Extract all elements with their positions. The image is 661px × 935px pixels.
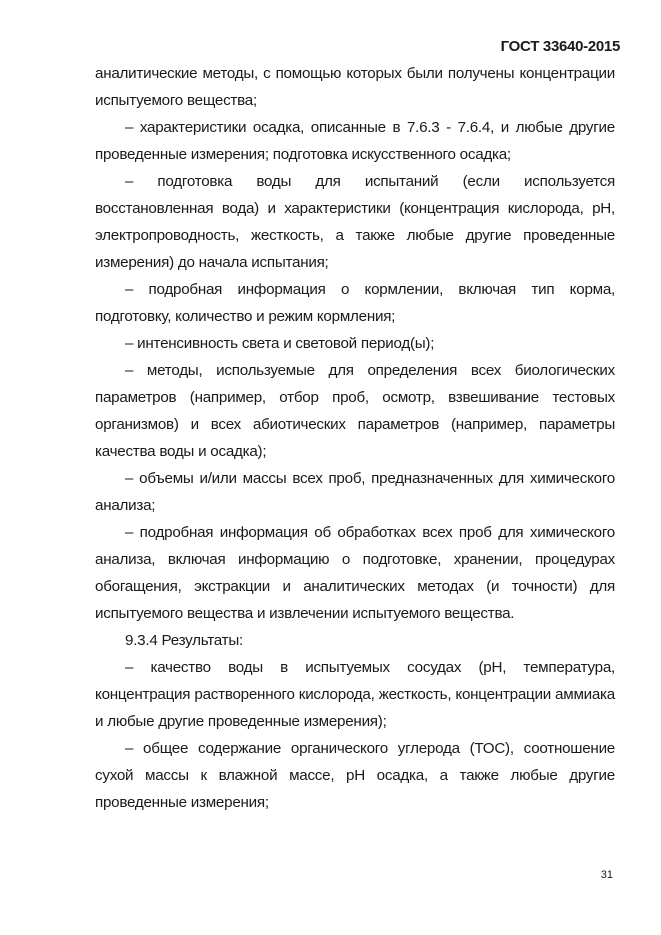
list-item-feeding: – подробная информация о кормлении, включая тип корма, подготовку, количество и режим кормления; <box>95 281 615 325</box>
list-item-toc: – общее содержание органического углерода (ТОС), соотношение сухой массы к влажной массе, рН осадка, а также любые другие проведенные измерения; <box>95 740 615 811</box>
page-number: 31 <box>600 869 613 881</box>
list-item-water-quality: – качество воды в испытуемых сосудах (рН, температура, концентрация растворенного кислорода, жесткость, концентрации аммиака и любые другие проведенные измерения); <box>95 659 615 730</box>
list-item-light: – интенсивность света и световой период(ы); <box>125 335 435 352</box>
list-item-sample-volumes: – объемы и/или массы всех проб, предназначенных для химического анализа; <box>95 470 615 514</box>
list-item-sample-processing: – подробная информация об обработках всех проб для химического анализа, включая информацию о подготовке, хранении, процедурах обогащения, экстракции и аналитических методах (и точности) для испытуемого вещества и извлечении испытуемого вещества. <box>95 524 615 622</box>
document-body <box>95 60 615 816</box>
document-standard-number: ГОСТ 33640-2015 <box>500 38 620 55</box>
list-item-methods: – методы, используемые для определения всех биологических параметров (например, отбор проб, осмотр, взвешивание тестовых организмов) и всех абиотических параметров (например, параметры качества воды и осадка); <box>95 362 615 460</box>
section-heading-results: 9.3.4 Результаты: <box>125 632 243 649</box>
list-item-water-preparation: – подготовка воды для испытаний (если используется восстановленная вода) и характеристики (концентрация кислорода, рН, электропроводность, жесткость, а также любые другие проведенные измерения) до начала испытания; <box>95 173 615 271</box>
list-item-sediment-characteristics: – характеристики осадка, описанные в 7.6.3 - 7.6.4, и любые другие проведенные измерения; подготовка искусственного осадка; <box>95 119 615 163</box>
paragraph-continuation: аналитические методы, с помощью которых были получены концентрации испытуемого вещества; <box>95 65 615 109</box>
